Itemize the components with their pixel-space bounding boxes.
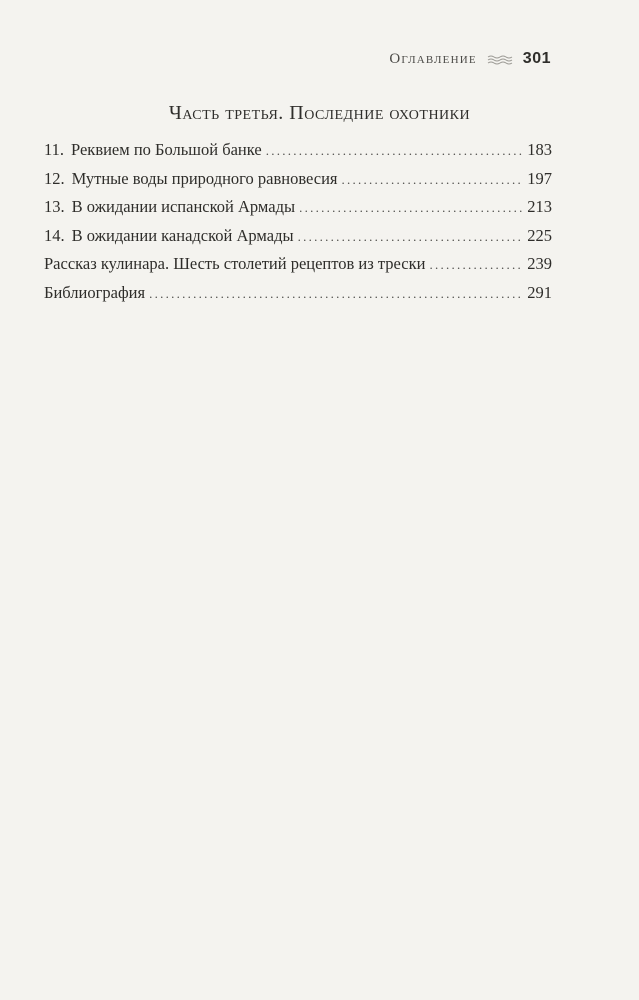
toc-entry	[44, 283, 552, 312]
toc-entry-label	[44, 140, 262, 160]
toc-entry-title: Реквием по Большой банке	[71, 140, 262, 159]
toc-entry-page: 239	[527, 254, 552, 273]
running-head	[389, 50, 551, 68]
toc-entry-page: 225	[527, 225, 552, 245]
toc-entry	[44, 169, 552, 198]
toc-leader-dots	[298, 229, 524, 245]
toc-leader-dots	[299, 200, 523, 216]
toc-entry-title: Библиография	[44, 282, 146, 302]
toc-entry-number: 13.	[44, 197, 65, 216]
toc-leader-dots	[342, 172, 524, 188]
toc-entry-label	[44, 197, 295, 217]
toc-entry-title: Рассказ кулинара. Шесть столетий рецептов из трески	[44, 254, 426, 273]
toc-entry	[44, 254, 552, 283]
page-number: 301	[522, 50, 551, 67]
toc-entry-title: В ожидании испанской Армады	[71, 197, 296, 216]
toc-entry-number: 14.	[44, 225, 65, 245]
toc-entry-title: В ожидании канадской Армады	[71, 225, 294, 245]
toc-entry	[44, 197, 552, 226]
toc-entry-label	[44, 169, 338, 189]
toc-entry-page: 197	[527, 168, 552, 188]
part-title: Часть третья. Последние охотники	[168, 102, 471, 124]
toc-leader-dots	[149, 286, 523, 302]
toc-entry-number: 11.	[44, 140, 65, 159]
toc-entry-label	[44, 254, 425, 274]
toc-entry-page: 291	[527, 282, 552, 302]
toc-entry-number: 12.	[44, 168, 65, 188]
toc-entry	[44, 226, 552, 255]
wave-icon	[487, 53, 513, 65]
running-title: Оглавление	[389, 50, 477, 67]
toc-entry	[44, 140, 552, 169]
toc-entry-label	[44, 226, 294, 246]
toc-leader-dots	[266, 143, 524, 159]
toc-entry-page: 213	[527, 197, 552, 216]
toc-entry-page: 183	[527, 140, 552, 159]
table-of-contents	[44, 140, 552, 311]
toc-leader-dots	[429, 257, 523, 273]
toc-entry-title: Мутные воды природного равновесия	[71, 168, 338, 188]
toc-entry-label	[44, 283, 145, 303]
